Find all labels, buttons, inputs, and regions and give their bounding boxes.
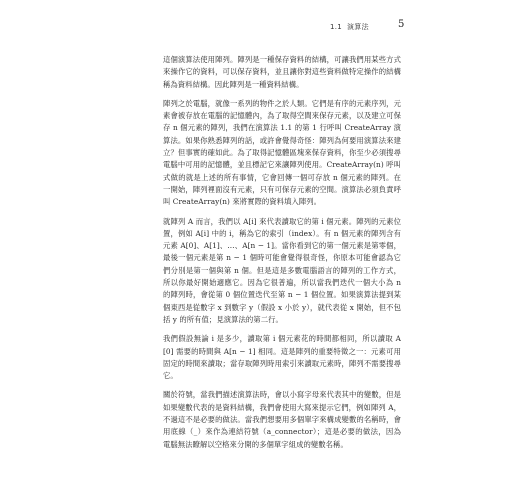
paragraph-4: 我們假設無論 i 是多少，讀取第 i 個元素花的時間都相同，所以讀取 A[0] 需要的時間與 A[n − 1] 相同。這是陣列的重要特徵之一：元素可用固定的時間來讀取；當存取陣列時用索引來讀取元素時，陣列不需要搜尋它。 — [163, 334, 401, 381]
section-title: 演算法 — [347, 23, 369, 31]
page-number: 5 — [398, 19, 405, 30]
body-text — [163, 54, 401, 458]
paragraph-3: 就陣列 A 而言，我們以 A[i] 來代表讀取它的第 i 個元素。陣列的元素位置，例如 A[i] 中的 i，稱為它的索引（index）。有 n 個元素的陣列含有元素 A[0]、A[1]、…、A[n − 1]。當你看到它的第一個元素是第零個，最後一個元素是第 n − 1 個時可能會覺得很奇怪，你原本可能會認為它們分別是第一個與第 n 個。但是這是多數電腦語言的陣列的工作方式，所以你最好開始適應它。因為它很普遍，所以當我們迭代一個大小為 n 的陣列時，會從第 0 個位置迭代至第 n − 1 個位置。如果演算法提到某個東西是從數字 x 到數字 y（假設 x 小於 y），就代表從 x 開始，但不包括 y 的所有值；見演算法的第二行。 — [163, 216, 401, 324]
paragraph-5: 關於符號，當我們描述演算法時，會以小寫字母來代表其中的變數，但是如果變數代表的是資料結構，我們會使用大寫來提示它們，例如陣列 A，不過這不是必要的做法。當我們想要用多個單字來構成變數的名稱時，會用底線（_）來作為連結符號（a_connector）；這是必要的做法，因為電腦無法瞭解以空格來分開的多個單字組成的變數名稱。 — [163, 390, 401, 449]
section-number: 1.1 — [330, 23, 343, 31]
paragraph-2: 陣列之於電腦，就像一系列的物件之於人類。它們是有序的元素序列，元素會被存放在電腦的記憶體內，為了取得空間來保存元素，以及建立可保存 n 個元素的陣列，我們在演算法 1.1 的第 1 行呼叫 CreateArray 演算法。如果你熟悉陣列的話，或許會覺得奇怪：陣列為何要用演算法來建立？但事實的確如此。為了取得記憶體區塊來保存資料，你至少必須搜尋電腦中可用的記憶體，並且標記它來讓陣列使用。CreateArray(n) 呼叫式做的就是上述的所有事情，它會回傳一個可存放 n 個元素的陣列。在一開始，陣列裡面沒有元素，只有可保存元素的空間。演算法必須負責呼叫 CreateArray(n) 來將實際的資料填入陣列。 — [163, 98, 401, 207]
paragraph-1: 這個演算法使用陣列。陣列是一種保存資料的結構，可讓我們用某些方式來操作它的資料，可以保存資料，並且讓你對這些資料做特定操作的結構稱為資料結構。因此陣列是一種資料結構。 — [163, 55, 401, 89]
running-head — [330, 22, 430, 32]
